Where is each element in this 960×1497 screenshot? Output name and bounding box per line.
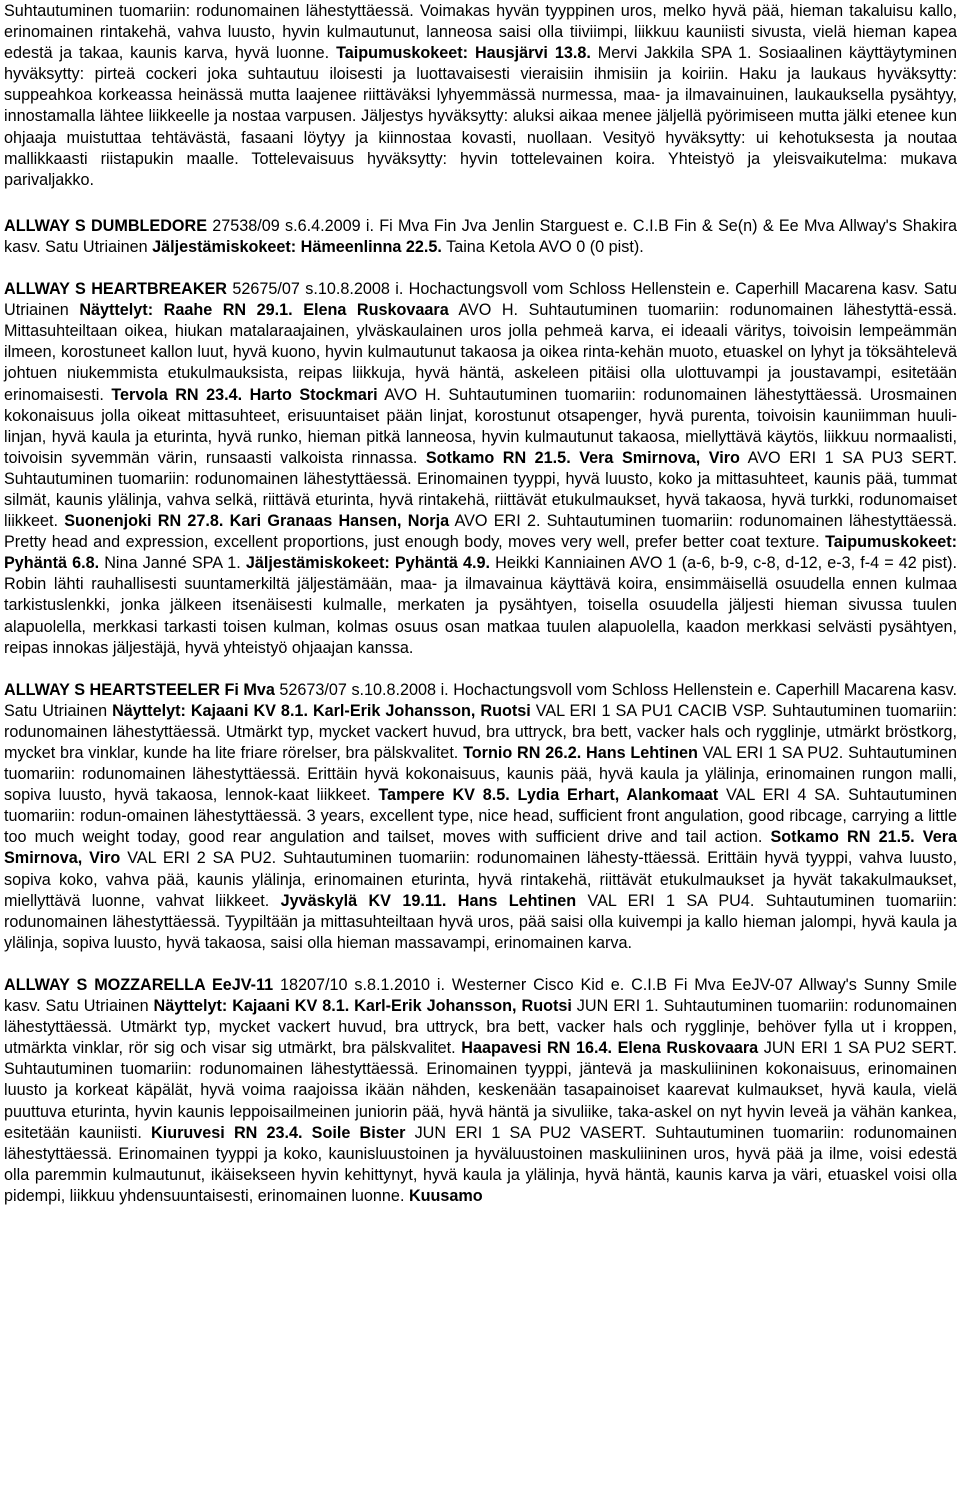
- bold-text-segment: Suonenjoki RN 27.8. Kari Granaas Hansen, Norja: [64, 512, 450, 531]
- text-paragraph: [4, 216, 957, 258]
- bold-text-segment: Jyväskylä KV 19.11. Hans Lehtinen: [280, 891, 577, 910]
- text-segment: JUN ERI 1 SA PU2 SERT. Suhtautuminen tuomariin: rodunomainen lähestyttäessä. Erinomainen tyyppi, jäntevä ja maskuliininen kokonaisuus, erinomainen luusto ja korkeat käpälät, hyvä voima raajoissa ikään nähden, keskenään tasapainoiset kaarevat kulmaukset, hyvä kaula, vielä puuttuva eturinta, hyvin kaunis leppoisailmeinen juniorin pää, hyvä häntä ja sivuliike, taka-askel on nyt hyvin leveä ja vähän kankea, esitetään kauniisti.: [4, 1039, 957, 1142]
- text-paragraph: [4, 279, 957, 659]
- text-segment: Taina Ketola AVO 0 (0 pist).: [441, 237, 644, 256]
- text-paragraph: [4, 680, 957, 954]
- text-segment: Nina Janné SPA 1.: [99, 554, 246, 573]
- text-segment: VAL ERI 1 SA PU4. Suhtautuminen tuomariin: rodunomainen lähestyttäessä. Tyypiltään ja mittasuhteiltaan hyvä uros, pää saisi olla kuivempi ja kallo hieman jalompi, hyvä kaula ja ylälinja, sopiva luusto, hyvä takaosa, saisi olla hieman massavampi, erinomainen karva.: [4, 891, 958, 952]
- text-segment: 18207/10 s.8.1.2010 i. Westerner Cisco Kid e. C.I.B Fi Mva EeJV-07 Allway's Sunny Smile kasv. Satu Utriainen: [4, 975, 957, 1016]
- bold-text-segment: Tampere KV 8.5. Lydia Erhart, Alankomaat: [378, 786, 719, 805]
- bold-text-segment: Jäljestämiskokeet: Pyhäntä 4.9.: [245, 554, 491, 573]
- bold-text-segment: Tornio RN 26.2. Hans Lehtinen: [463, 744, 698, 762]
- text-segment: AVO ERI 1 SA PU3 SERT. Suhtautuminen tuomariin: rodunomainen lähestyttäessä. Erinomainen tyyppi, hyvä luusto, koko ja mittasuhteet, kaunis pää, tummat silmät, kaunis ylälinja, vahva selkä, riittävä eturinta, hyvä rintakehä, riittävät etukulmaukset, hyvä takaosa, hyvä turkki, rodunomaiset liikkeet.: [4, 448, 957, 531]
- text-segment: Suhtautuminen tuomariin: rodunomainen lähestyttäessä. Voimakas hyvän tyyppinen uros, melko hyvä pää, hieman takaluisu kallo, erinomainen rintakehä, vahva luusto, hyvin kulmautunut, lanneosa saisi olla tiiviimpi, liikkuu kauniisti sivusta, vielä hieman kapea edestä ja takaa, kaunis karva, hyvä luonne.: [4, 2, 957, 63]
- bold-text-segment: ALLWAY S HEARTSTEELER Fi Mva: [4, 680, 275, 699]
- text-segment: VAL ERI 1 SA PU2. Suhtautuminen tuomariin: rodunomainen lähestyttäessä. Erittäin hyvä kokonaisuus, kaunis pää, hyvä kaula ja ylälinja, erinomainen rungon malli, sopiva luusto, hyvä takaosa, lennok-kaat liikkeet.: [4, 744, 957, 805]
- text-segment: 52673/07 s.10.8.2008 i. Hochactungsvoll vom Schloss Hellenstein e. Caperhill Macarena kasv. Satu Utriainen: [4, 680, 957, 720]
- text-segment: AVO H. Suhtautuminen tuomariin: rodunomainen lähestyttäessä. Urosmainen kokonaisuus jolla oikeat mittasuhteet, erisuuntaiset pään linjat, korostunut otsapenger, hyvä purenta, toivoisin kauniimman huuli-linjan, hyvä kaula ja eturinta, hyvä runko, hieman pitkä lanneosa, hyvin kulmautunut takaosa, miellyttävä käytös, liikkuu normaalisti, toivoisin syvemmän värin, runsaasti valkoista rinnassa.: [4, 385, 958, 467]
- bold-text-segment: ALLWAY S DUMBLEDORE: [4, 216, 207, 235]
- bold-text-segment: Taipumuskokeet: Hausjärvi 13.8.: [336, 44, 591, 63]
- bold-text-segment: ALLWAY S MOZZARELLA EeJV-11: [4, 975, 274, 994]
- bold-text-segment: Tervola RN 23.4. Harto Stockmari: [111, 385, 378, 404]
- text-segment: JUN ERI 1 SA PU2 VASERT. Suhtautuminen tuomariin: rodunomainen lähestyttäessä. Erinomainen tyyppi ja koko, kaunisluustoinen ja hyväluustoinen maskuliininen uros, hyvä pää ja ilme, voisi edestä olla paremmin kulmautunut, ikäisekseen hyvin kehittynyt, hyvä kaula ja ylälinja, hyvä häntä, kaunis karva ja väri, etuaskel voisi olla pidempi, liikkuu yhdensuuntaisesti, erinomainen luonne.: [4, 1123, 957, 1205]
- text-segment: JUN ERI 1. Suhtautuminen tuomariin: rodunomainen lähestyttäessä. Utmärkt typ, mycket vackert huvud, bra uttryck, bra bett, vacker hals och rygglinje, behöver fylla ut i kroppen, utmärkta vinklar, rör sig och visar sig utmärkt, bra pälskvalitet.: [4, 997, 957, 1058]
- text-segment: VAL ERI 4 SA. Suhtautuminen tuomariin: rodun-omainen lähestyttäessä. 3 years, excellent type, nice head, sufficient front angulation, good ribcage, carrying a little too much weight today, good rear angulation and tailset, moves with sufficient drive and tail action.: [4, 786, 957, 847]
- text-segment: AVO ERI 2. Suhtautuminen tuomariin: rodunomainen lähestyttäessä. Pretty head and expression, excellent proportions, just enough body, moves very well, prefer better coat texture.: [4, 512, 957, 552]
- bold-text-segment: Näyttelyt: Kajaani KV 8.1. Karl-Erik Johansson, Ruotsi: [153, 997, 572, 1016]
- bold-text-segment: Näyttelyt: Raahe RN 29.1. Elena Ruskovaara: [79, 301, 449, 320]
- text-paragraph: [4, 975, 957, 1207]
- bold-text-segment: Kuusamo: [408, 1186, 483, 1205]
- bold-text-segment: Haapavesi RN 16.4. Elena Ruskovaara: [461, 1039, 759, 1058]
- bold-text-segment: Näyttelyt: Kajaani KV 8.1. Karl-Erik Johansson, Ruotsi: [112, 701, 531, 720]
- bold-text-segment: Sotkamo RN 21.5. Vera Smirnova, Viro: [4, 828, 957, 868]
- text-segment: 52675/07 s.10.8.2008 i. Hochactungsvoll vom Schloss Hellenstein e. Caperhill Macarena kasv. Satu Utriainen: [4, 280, 957, 320]
- text-paragraph: [4, 1, 957, 191]
- bold-text-segment: Sotkamo RN 21.5. Vera Smirnova, Viro: [425, 448, 740, 467]
- text-segment: Mervi Jakkila SPA 1. Sosiaalinen käyttäytyminen hyväksytty: pirteä cockeri joka suhtautuu iloisesti ja luottavaisesti vieraisiin ihmisiin ja koiriin. Haku ja laukaus hyväksytty: suppeahkoa korkeassa heinässä mutta laajenee riittäväksi lyhyemmässä nurmessa, maa- ja ilmavainuinen, laukauksella pysähtyy, innostamalla lähtee liikkeelle ja nostaa varpusen. Jäljestys hyväksytty: aluksi aikaa menee jäljellä pyörimiseen mutta jälki etenee kun ohjaaja muistuttaa tehtävästä, fasaani löytyy ja kiinnostaa kovasti, nuollaan. Vesityö hyväksytty: ui kehotuksesta ja noutaa mallikkaasti riistapukin maalle. Tottelevaisuus hyväksytty: hyvin tottelevainen koira. Yhteistyö ja yleisvaikutelma: mukava parivaljakko.: [4, 44, 958, 189]
- bold-text-segment: Kiuruvesi RN 23.4. Soile Bister: [151, 1123, 406, 1142]
- bold-text-segment: Jäljestämiskokeet: Hämeenlinna 22.5.: [152, 237, 442, 256]
- text-segment: VAL ERI 1 SA PU1 CACIB VSP. Suhtautuminen tuomariin: rodunomainen lähestyttäessä. Utmärkt typ, mycket vackert huvud, bra uttryck, bra bett, vacker hals och rygglinje, utmärkt bröstkorg, mycket bra vinklar, kunde ha lite friare rörelser, bra pälskvalitet.: [4, 701, 957, 762]
- bold-text-segment: Taipumuskokeet: Pyhäntä 6.8.: [4, 533, 957, 573]
- text-segment: VAL ERI 2 SA PU2. Suhtautuminen tuomariin: rodunomainen lähesty-ttäessä. Erittäin hyvä tyyppi, vahva luusto, sopiva koko, vahva pää, kaunis ylälinja, erinomainen eturinta, hyvä rintakehä, riittävät etukulmaukset ja hyvät takakulmaukset, miellyttävä luonne, vahvat liikkeet.: [4, 849, 957, 910]
- text-segment: 27538/09 s.6.4.2009 i. Fi Mva Fin Jva Jenlin Starguest e. C.I.B Fin & Se(n) & Ee Mva Allway's Shakira kasv. Satu Utriainen: [4, 216, 957, 256]
- text-segment: AVO H. Suhtautuminen tuomariin: rodunomainen lähestyttä-essä. Mittasuhteiltaan oikea, hiukan matalaraajainen, ylväskaulainen uros jolla pehmeä karva, ei ideaali väritys, toivoisin lempeämmän ilmeen, korostuneet kallon luut, hyvä kuono, hyvin kulmautunut takaosa ja oikea rinta-kehän muoto, etuaskel on lyhyt ja töksähtelevä johtuen niukemmista etukulmauksista, reipas liikkuja, hyvä häntä, askeleen pitäisi olla ulottuvampi ja joustavampi, esitetään erinomaisesti.: [4, 301, 958, 404]
- bold-text-segment: ALLWAY S HEARTBREAKER: [4, 280, 227, 299]
- text-segment: Heikki Kanniainen AVO 1 (a-6, b-9, c-8, d-12, e-3, f-4 = 42 pist). Robin lähti rauhallisesti suuntamerkiltä jäljestämään, maa- ja ilmavainua käyttävä koira, ensimmäisellä osuudella ennen kulmaa tarkistuslenkki, jonka jälkeen itsenäisesti kulmalle, merkaten ja pysähtyen, toisella osuudella jäljesti hieman sivussa tuulen alapuolella, merkkasi tarkasti toisen kulman, kolmas osuus osan matkaa tuulen alapuolella, kaadon merkkasi selvästi pysähtyen, reipas innokas jäljestäjä, hyvä yhteistyö ohjaajan kanssa.: [4, 554, 957, 657]
